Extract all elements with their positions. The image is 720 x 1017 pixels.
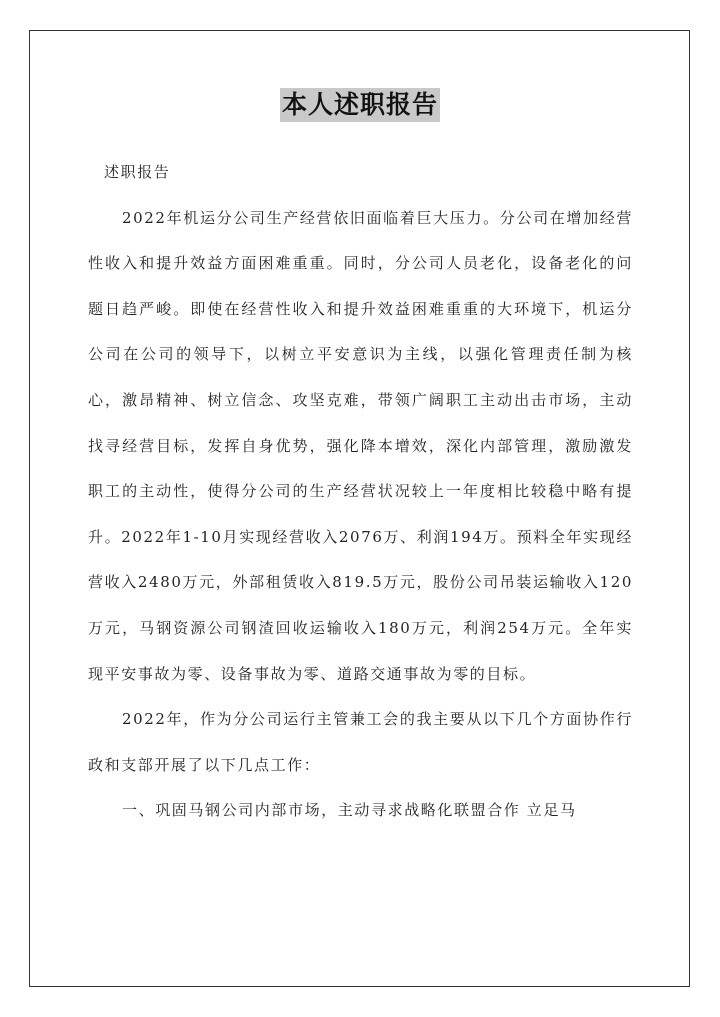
paragraph-summary: 2022年机运分公司生产经营依旧面临着巨大压力。分公司在增加经营性收入和提升效益方面困难重重。同时，分公司人员老化，设备老化的问题日趋严峻。即使在经营性收入和提升效益困难重重的大环境下，机运分公司在公司的领导下，以树立平安意识为主线，以强化管理责任制为核心，激昂精神、树立信念、攻坚克难，带领广阔职工主动出击市场，主动找寻经营目标，发挥自身优势，强化降本增效，深化内部管理，激励激发职工的主动性，使得分公司的生产经营状况较上一年度相比较稳中略有提升。2022年1-10月实现经营收入2076万、利润194万。预料全年实现经营收入2480万元，外部租赁收入819.5万元，股份公司吊装运输收入120万元，马钢资源公司钢渣回收运输收入180万元，利润254万元。全年实现平安事故为零、设备事故为零、道路交通事故为零的目标。 bbox=[88, 208, 633, 683]
salutation: 述职报告 bbox=[104, 163, 171, 181]
paragraph-work-intro: 2022年，作为分公司运行主管兼工会的我主要从以下几个方面协作行政和支部开展了以下几点工作： bbox=[88, 710, 633, 774]
title-container bbox=[0, 88, 720, 122]
paragraph-section-one: 一、巩固马钢公司内部市场，主动寻求战略化联盟合作 立足马 bbox=[122, 801, 577, 820]
document-body bbox=[88, 150, 633, 834]
document-title: 本人述职报告 bbox=[280, 88, 440, 122]
